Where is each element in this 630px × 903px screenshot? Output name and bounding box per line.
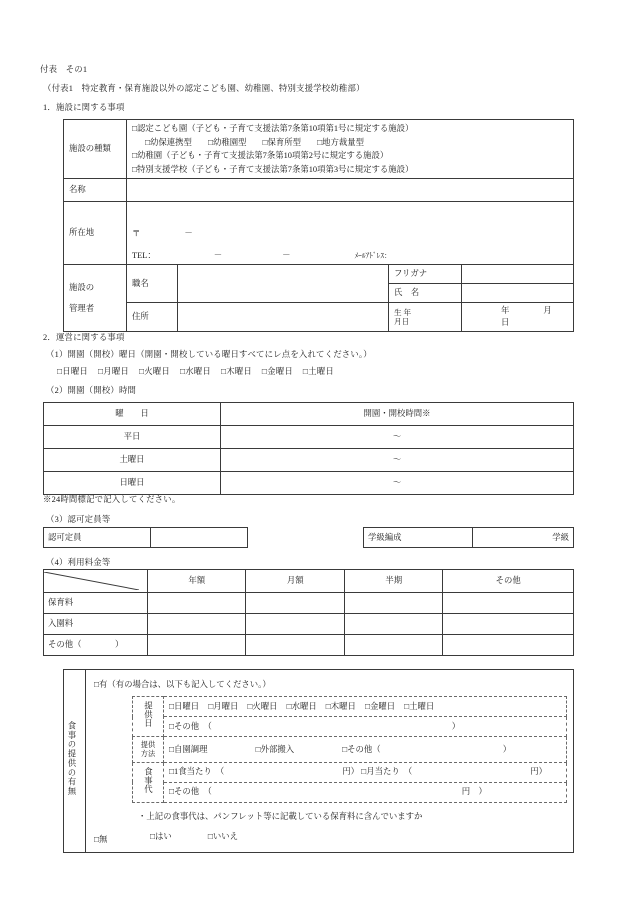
row-label-weekday: 平日 xyxy=(44,426,221,449)
table-row xyxy=(64,303,574,332)
authorized-capacity-label: 認可定員 xyxy=(44,528,151,548)
manager-label-line1: 施設の xyxy=(69,282,95,292)
section-2-1-title: （1）開園（開校）曜日（開園・開校している曜日すべてにレ点を入れてください。） xyxy=(46,350,372,359)
tel-label: TEL： xyxy=(132,251,156,260)
class-composition-input[interactable]: 学級 xyxy=(473,528,574,548)
meal-fee-row-2 xyxy=(164,782,567,802)
provide-day-label xyxy=(133,697,164,737)
checkbox-answer-yes[interactable]: □はい xyxy=(150,831,172,841)
table-row xyxy=(64,670,574,853)
meal-detail-table xyxy=(132,696,567,802)
zip-dash: － xyxy=(184,229,193,238)
manager-label-line2: 管理者 xyxy=(69,303,95,313)
checkbox-monday[interactable]: □月曜日 xyxy=(97,367,129,376)
birthdate-label-line2: 月日 xyxy=(394,317,410,326)
table-header-row xyxy=(44,570,574,593)
table-row xyxy=(44,593,574,614)
method-checkbox-external[interactable]: □外部搬入 xyxy=(255,744,295,754)
meal-fee-row-1 xyxy=(164,763,567,783)
table-row xyxy=(133,763,567,783)
table-row xyxy=(64,202,574,265)
zip-mark: 〒 xyxy=(132,229,141,238)
admission-fee-other-input[interactable] xyxy=(443,614,574,635)
meal-fee-yen-3: 円 ） xyxy=(461,787,487,797)
checkbox-sunday[interactable]: □日曜日 xyxy=(57,367,88,376)
date-month-unit: 月 xyxy=(543,306,552,315)
facility-type-label: 施設の種類 xyxy=(64,120,127,179)
meal-fee-yen-2: 円） xyxy=(530,767,548,777)
row-label-sunday: 日曜日 xyxy=(44,472,221,495)
table-row xyxy=(44,472,574,495)
column-header-semiannual: 半期 xyxy=(344,570,442,593)
provide-method-label xyxy=(133,737,164,763)
manager-home-address-label: 住所 xyxy=(127,303,178,332)
meal-checkbox-saturday[interactable]: □土曜日 xyxy=(404,701,435,711)
manager-label xyxy=(64,265,127,332)
checkbox-youchien[interactable]: □幼稚園（子ども・子育て支援法第7条第10項第2号に規定する施設） xyxy=(132,151,389,160)
meal-fee-label xyxy=(133,763,164,803)
table-row xyxy=(364,528,574,548)
mail-label: ﾒｰﾙｱﾄﾞﾚｽ： xyxy=(354,251,392,260)
checkbox-wednesday[interactable]: □水曜日 xyxy=(179,367,211,376)
admission-fee-annual-input[interactable] xyxy=(148,614,246,635)
facility-address-input[interactable] xyxy=(127,202,574,265)
birthdate-input[interactable] xyxy=(462,303,574,332)
checkbox-friday[interactable]: □金曜日 xyxy=(261,367,293,376)
checkbox-hoikusho-gata[interactable]: □保育所型 xyxy=(262,137,302,147)
childcare-fee-monthly-input[interactable] xyxy=(246,593,344,614)
sunday-hours-input[interactable]: ～ xyxy=(221,472,574,495)
fullname-label: 氏 名 xyxy=(389,284,462,303)
checkbox-chihou-sairyou[interactable]: □地方裁量型 xyxy=(317,137,364,147)
weekday-hours-input[interactable]: ～ xyxy=(221,426,574,449)
checkbox-thursday[interactable]: □木曜日 xyxy=(220,367,252,376)
fullname-input[interactable] xyxy=(462,284,574,303)
table-row xyxy=(133,737,567,763)
meal-fee-checkbox-per-month[interactable]: □月当たり （ xyxy=(361,767,413,777)
column-header-day: 曜 日 xyxy=(44,403,221,426)
facility-name-label: 名称 xyxy=(64,179,127,202)
meal-checkbox-monday[interactable]: □月曜日 xyxy=(208,701,239,711)
method-checkbox-in-house[interactable]: □自園調理 xyxy=(169,744,208,754)
admission-fee-monthly-input[interactable] xyxy=(246,614,344,635)
meal-checkbox-day-other[interactable]: □その他 （ xyxy=(169,721,212,731)
section-1-title: 1．施設に関する事項 xyxy=(43,103,125,112)
fee-table-corner-diagonal xyxy=(44,570,148,593)
checkbox-meal-provided[interactable]: □有（有の場合は、以下も記入してください。） xyxy=(94,680,271,690)
meal-checkbox-thursday[interactable]: □木曜日 xyxy=(325,701,356,711)
table-row xyxy=(133,697,567,717)
method-other-close-paren: ） xyxy=(502,744,512,754)
meal-checkbox-friday[interactable]: □金曜日 xyxy=(364,701,396,711)
row-label-childcare-fee: 保育料 xyxy=(44,593,148,614)
provide-method-label-line2: 方法 xyxy=(140,749,156,758)
opening-hours-table xyxy=(43,402,574,495)
provide-day-other-row xyxy=(164,717,567,737)
meal-fee-yen-1: 円） xyxy=(342,767,360,777)
table-header-row xyxy=(44,403,574,426)
manager-post-input[interactable] xyxy=(178,265,389,303)
meal-section-label-text: 食事の提供の有無 xyxy=(67,721,76,797)
method-checkbox-other[interactable]: □その他（ xyxy=(342,744,381,754)
table-row xyxy=(133,782,567,802)
table-row xyxy=(44,528,248,548)
manager-home-address-input[interactable] xyxy=(178,303,389,332)
date-year-unit: 年 xyxy=(501,306,510,315)
other-fee-other-input[interactable] xyxy=(443,635,574,656)
table-row xyxy=(64,179,574,202)
checkbox-tuesday[interactable]: □火曜日 xyxy=(138,367,170,376)
facility-name-input[interactable] xyxy=(127,179,574,202)
checkbox-ninteikodomoen[interactable]: □認定こども園（子ども・子育て支援法第7条第10項第1号に規定する施設） xyxy=(132,124,414,133)
row-label-other-fee[interactable]: その他（ ） xyxy=(44,635,148,656)
checkbox-tokubetsu-shien[interactable]: □特別支援学校（子ども・子育て支援法第7条第10項第3号に規定する施設） xyxy=(132,164,414,174)
column-header-annual: 年額 xyxy=(148,570,246,593)
furigana-label: フリガナ xyxy=(389,265,462,284)
meal-fee-label-text: 食事代 xyxy=(143,767,153,794)
table-row xyxy=(133,717,567,737)
authorized-capacity-input[interactable] xyxy=(151,528,248,548)
provide-method-options-row xyxy=(164,737,567,763)
childcare-fee-annual-input[interactable] xyxy=(148,593,246,614)
admission-fee-semiannual-input[interactable] xyxy=(344,614,442,635)
tel-dash-1: － xyxy=(213,251,223,260)
row-label-saturday: 土曜日 xyxy=(44,449,221,472)
provide-day-label-text: 提供日 xyxy=(143,701,153,728)
tel-dash-2: － xyxy=(282,251,291,260)
checkbox-youchien-gata[interactable]: □幼稚園型 xyxy=(207,137,247,147)
class-composition-label: 学級編成 xyxy=(364,528,473,548)
saturday-hours-input[interactable]: ～ xyxy=(221,449,574,472)
table-row xyxy=(44,449,574,472)
childcare-fee-semiannual-input[interactable] xyxy=(344,593,442,614)
meal-checkbox-wednesday[interactable]: □水曜日 xyxy=(286,701,317,711)
authorized-capacity-table xyxy=(43,527,248,548)
row-label-admission-fee: 入園料 xyxy=(44,614,148,635)
checkbox-meal-not-provided[interactable]: □無 xyxy=(94,835,108,844)
table-row xyxy=(44,614,574,635)
other-fee-annual-input[interactable] xyxy=(148,635,246,656)
facility-info-table xyxy=(63,119,574,332)
meal-section-vertical-label xyxy=(64,670,86,853)
facility-type-options xyxy=(127,120,574,179)
manager-post-label: 職名 xyxy=(127,265,178,303)
meal-fee-answer-row xyxy=(150,831,567,843)
meal-checkbox-tuesday[interactable]: □火曜日 xyxy=(247,701,278,711)
childcare-fee-other-input[interactable] xyxy=(443,593,574,614)
section-2-4-title: （4）利用料金等 xyxy=(46,558,111,567)
date-day-unit: 日 xyxy=(501,318,510,327)
other-fee-monthly-input[interactable] xyxy=(246,635,344,656)
table-row xyxy=(44,426,574,449)
page-title: 付表 その1 xyxy=(40,65,88,74)
section-2-2-title: （2）開園（開校）時間 xyxy=(46,386,137,395)
birthdate-label-line1: 生 年 xyxy=(394,308,412,317)
meal-day-other-close-paren: ） xyxy=(451,721,461,731)
column-header-time: 開園・開校時間※ xyxy=(221,403,574,426)
furigana-input[interactable] xyxy=(462,265,574,284)
meal-provision-table xyxy=(63,669,574,853)
table-row xyxy=(64,120,574,179)
other-fee-semiannual-input[interactable] xyxy=(344,635,442,656)
weekday-checkbox-row xyxy=(57,366,344,378)
meal-fee-checkbox-per-meal[interactable]: □1食当たり （ xyxy=(169,767,225,777)
meal-section-body xyxy=(86,670,574,853)
provide-method-label-line1: 提供 xyxy=(140,741,156,749)
class-composition-table xyxy=(363,527,574,548)
birthdate-label xyxy=(389,303,462,332)
table-row xyxy=(64,265,574,284)
checkbox-youho-renkei[interactable]: □幼保連携型 xyxy=(145,137,192,147)
column-header-monthly: 月額 xyxy=(246,570,344,593)
tel-mail-line xyxy=(132,250,612,262)
subtitle: （付表1 特定教育・保育施設以外の認定こども園、幼稚園、特別支援学校幼稚部） xyxy=(43,84,365,93)
column-header-other: その他 xyxy=(443,570,574,593)
note-24-hour: ※24時間標記で記入してください。 xyxy=(43,495,181,504)
meal-fee-question: ・上記の食事代は、パンフレット等に記載している保育料に含んでいますか xyxy=(138,811,423,821)
section-2-title: 2．運営に関する事項 xyxy=(43,333,125,342)
table-row xyxy=(44,635,574,656)
checkbox-saturday[interactable]: □土曜日 xyxy=(302,367,334,376)
facility-address-label: 所在地 xyxy=(64,202,127,265)
section-2-3-title: （3）認可定員等 xyxy=(46,515,111,524)
fee-table xyxy=(43,569,574,656)
checkbox-answer-no[interactable]: □いいえ xyxy=(207,831,238,841)
meal-checkbox-sunday[interactable]: □日曜日 xyxy=(169,701,200,711)
meal-fee-checkbox-other[interactable]: □その他 （ xyxy=(169,787,212,797)
provide-day-checkbox-row xyxy=(164,697,567,717)
